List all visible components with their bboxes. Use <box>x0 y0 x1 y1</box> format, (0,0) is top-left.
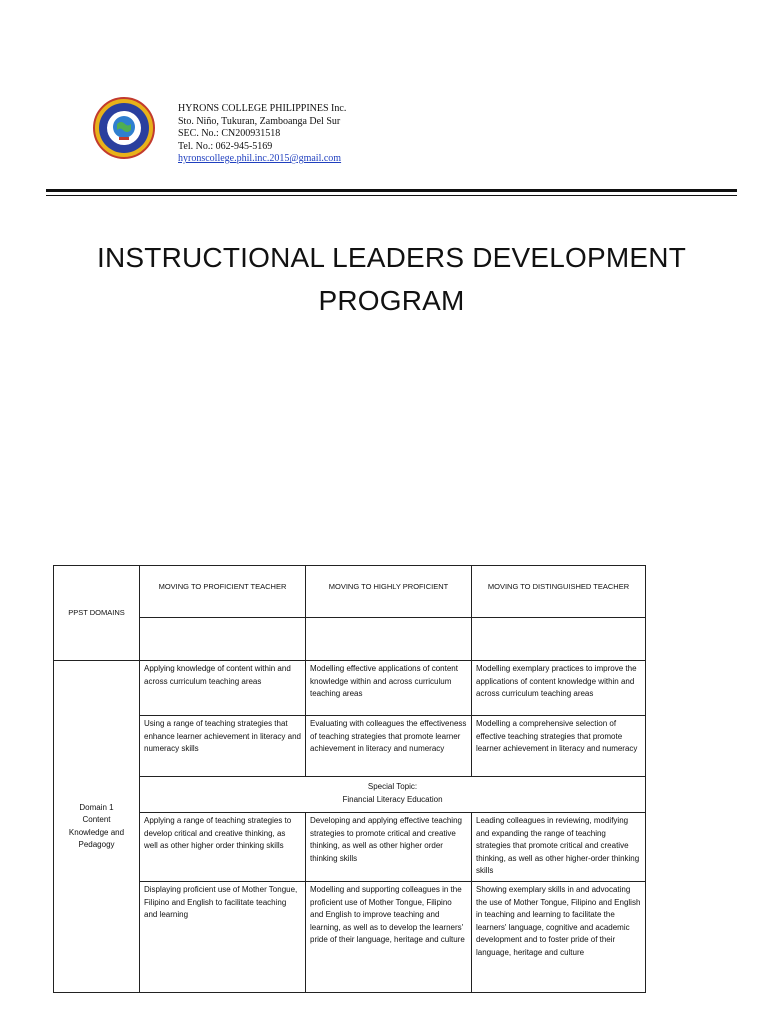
email-link[interactable]: hyronscollege.phil.inc.2015@gmail.com <box>178 153 342 164</box>
table-cell: Leading colleagues in reviewing, modifying and expanding the range of teaching strategies that promote critical and creative thinking, as well as other higher-order thinking skills <box>472 813 646 882</box>
table-header-row <box>54 566 646 618</box>
empty-cell <box>306 618 472 661</box>
header-divider-thick <box>46 189 737 192</box>
table-cell: Showing exemplary skills in and advocating the use of Mother Tongue, Filipino and English in teaching and learning to facilitate the learners' language, cognitive and academic development and to foster pride of their language, heritage and culture <box>472 882 646 993</box>
table-row <box>54 813 646 882</box>
letterhead <box>178 103 346 166</box>
header-ppst-domains: PPST DOMAINS <box>54 566 140 661</box>
table-row <box>54 661 646 716</box>
sec-number: SEC. No.: CN200931518 <box>178 128 281 139</box>
table-cell: Modelling a comprehensive selection of effective teaching strategies that promote learner achievement in literacy and numeracy <box>472 716 646 777</box>
table-cell: Modelling exemplary practices to improve the applications of content knowledge within and across curriculum teaching areas <box>472 661 646 716</box>
empty-cell <box>140 618 306 661</box>
college-seal-logo <box>93 97 155 159</box>
ppst-domains-table <box>53 565 646 993</box>
domain-1-name-line: Knowledge and <box>68 827 125 837</box>
domain-1-label: Domain 1 <box>79 802 114 812</box>
table-cell: Displaying proficient use of Mother Tongue, Filipino and English to facilitate teaching and learning <box>140 882 306 993</box>
college-name: HYRONS COLLEGE PHILIPPINES Inc. <box>178 103 347 114</box>
header-divider-thin <box>46 195 737 196</box>
domain-1-name-line: Pedagogy <box>78 840 115 849</box>
special-topic-label: Special Topic: <box>367 782 418 791</box>
table-cell: Developing and applying effective teaching strategies to promote critical and creative thinking, as well as other higher order thinking skills <box>306 813 472 882</box>
special-topic-value: Financial Literacy Education <box>342 794 443 804</box>
title-line-1: INSTRUCTIONAL LEADERS DEVELOPMENT <box>96 242 686 273</box>
telephone-number: Tel. No.: 062-945-5169 <box>178 140 273 152</box>
domain-1-cell <box>54 661 140 993</box>
table-row <box>54 882 646 993</box>
table-cell: Applying knowledge of content within and across curriculum teaching areas <box>140 661 306 716</box>
header-highly-proficient: MOVING TO HIGHLY PROFICIENT <box>306 566 472 618</box>
table-empty-row <box>54 618 646 661</box>
special-topic-row <box>54 777 646 813</box>
table-cell: Modelling effective applications of content knowledge within and across curriculum teaching areas <box>306 661 472 716</box>
table-cell: Evaluating with colleagues the effectiveness of teaching strategies that promote learner achievement in literacy and numeracy <box>306 716 472 777</box>
header-proficient: MOVING TO PROFICIENT TEACHER <box>140 566 306 618</box>
table-cell: Applying a range of teaching strategies to develop critical and creative thinking, as well as other higher order thinking skills <box>140 813 306 882</box>
college-address: Sto. Niño, Tukuran, Zamboanga Del Sur <box>178 115 341 127</box>
empty-cell <box>472 618 646 661</box>
header-distinguished: MOVING TO DISTINGUISHED TEACHER <box>472 566 646 618</box>
domain-1-name-line: Content <box>82 815 111 824</box>
document-title <box>46 236 737 322</box>
table-cell: Using a range of teaching strategies that enhance learner achievement in literacy and numeracy skills <box>140 716 306 777</box>
special-topic-cell <box>140 777 646 813</box>
table-cell: Modelling and supporting colleagues in the proficient use of Mother Tongue, Filipino and English to improve teaching and learning, as well as to develop the learners' pride of their language, heritage and culture <box>306 882 472 993</box>
title-line-2: PROGRAM <box>318 285 465 316</box>
table-row <box>54 716 646 777</box>
